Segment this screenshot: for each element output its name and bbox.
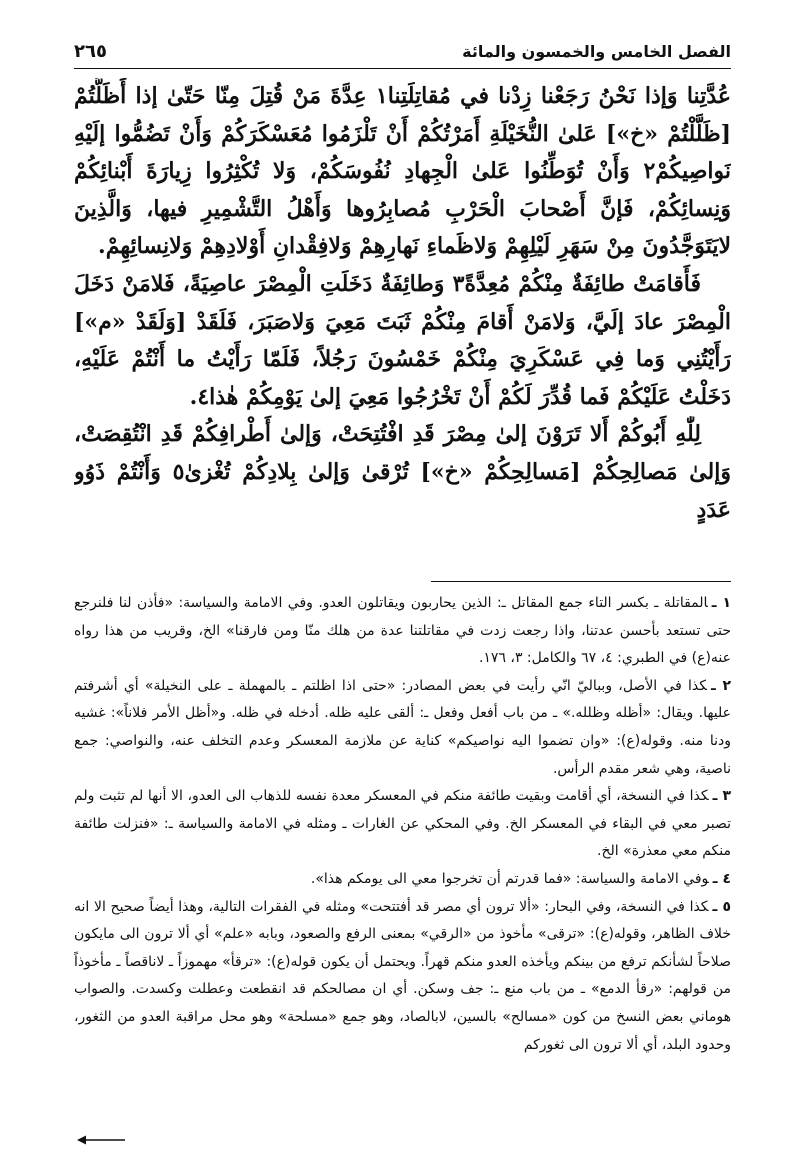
footnote-number: ٤ ـ <box>712 870 731 887</box>
footnotes-section <box>74 590 731 1130</box>
continued-arrow-icon <box>76 1134 126 1146</box>
footnote-text: كذا في الأصل، وبباليّ انّي رأيت في بعض المصادر: «حتى اذا اظلتم ـ بالمهملة ـ على النخيلة» أي أشرفتم عليها. ويقال: «أظله وظلله.» ـ من باب أفعل وفعل ـ: ألقى عليه ظله. أدخله في ظله. و«أظل الأمر فلاناً»: غشيه ودنا منه. وقوله(ع): «وان تضموا اليه نواصيكم» كناية عن ملازمة المعسكر وعدم التخلف عنه، والنواصي: جمع ناصية، وهي شعر مقدم الرأس. <box>74 677 731 777</box>
footnote-number: ٥ ـ <box>712 898 731 915</box>
footnote-text: كذا في النسخة، أي أقامت وبقيت طائفة منكم في المعسكر معدة نفسه للذهاب الى العدو، الا أنها لم تثبت ولم تصبر معي في البقاء في المعسكر الخ. وفي المحكي عن الغارات ـ ومثله في الامامة والسياسة ـ: «فنزلت طائفة منكم معي معذرة» الخ. <box>74 788 731 860</box>
footnote <box>74 866 731 894</box>
footnote-text: المقاتلة ـ بكسر التاء جمع المقاتل ـ: الذين يحاربون ويقاتلون العدو. وفي الامامة والسياسة: «فأذن لنا فلنرجع حتى تستعد بأحسن عدتنا، واذا رجعت زدت في مقاتلتنا عدة من هلك منّا ومن فارقنا» الخ، وقريب من هذا رواه عنه(ع) في الطبري: ٤، ٦٧ والكامل: ٣، ١٧٦. <box>74 595 731 667</box>
main-paragraph: لِلّٰهِ أَبُوكُمْ أَلا تَرَوْنَ إلىٰ مِصْرَ قَدِ افْتُتِحَتْ، وَإلىٰ أَطْرافِكُمْ قَدِ انْتُقِصَتْ، وَإلىٰ مَصالِحِكُمْ [مَسالِحِكُمْ «خ»] تُرْقىٰ وَإلىٰ بِلادِكُمْ تُغْزىٰ٥ وَأَنْتُمْ ذَوُو عَدَدٍ <box>74 421 731 523</box>
footnote <box>74 783 731 866</box>
main-paragraph: عُدَّتِنا وَإذا نَحْنُ رَجَعْنا زِدْنا في مُقاتِلَتِنا١ عِدَّةَ مَنْ قُتِلَ مِنّا حَتّىٰ إذا أَظَلَّتُمْ [ظَلَّلْتُمْ «خ»] عَلىٰ النُّخَيْلَةِ أَمَرْتُكُمْ أَنْ تَلْزَمُوا مُعَسْكَرَكُمْ وَأَنْ تَضُمُّوا إلَيْهِ نَواصِيكُمْ٢ وَأَنْ تُوَطِّنُوا عَلىٰ الْجِهادِ نُفُوسَكُمْ، وَلا تُكْثِرُوا زِيارَةَ أَبْنائِكُمْ وَنِسائِكُمْ، فَإنَّ أَصْحابَ الْحَرْبِ مُصابِرُوها وَأَهْلُ التَّشْمِيرِ فيها، وَالَّذِينَ لايَتَوَجَّدُونَ مِنْ سَهَرِ لَيْلِهِمْ وَلاظَماءِ نَهارِهِمْ وَلافِقْدانِ أَوْلادِهِمْ وَلانِسائِهِمْ. <box>74 83 731 260</box>
footnote-text: كذا في النسخة، وفي البحار: «ألا ترون أي مصر قد أفتتحت» ومثله في الفقرات التالية، وهذا أيضاً صحيح الا انه خلاف الظاهر، وقوله(ع): «ترقى» مأخوذ من «الرقي» بمعنى الرفع والصعود، وبابه «علم» أي ألا ترون الى مايكون صلاحاً لشأنكم ترفع من بينكم ويأخذه العدو منكم قهراً. ويحتمل أن يكون قوله(ع): «ترقأ» مهموزاً ـ لاناقصاً ـ مأخوذاً من قولهم: «رقأ الدمع» ـ من باب منع ـ: جف وسكن. أي ان مصالحكم قد انقطعت وعطلت وكسدت. والصواب هوماني بعض النسخ من كون «مسالح» بالسين، لابالصاد، وهو جمع «مسلحة» وهو محل مراقبة العدو من الثغور، وحدود البلد، أي ألا ترون الى ثغوركم <box>74 898 731 1053</box>
page-header <box>74 34 731 69</box>
main-text-body <box>74 78 731 570</box>
main-paragraph: فَأَقامَتْ طائِفَةٌ مِنْكُمْ مُعِدَّةً٣ وَطائِفَةٌ دَخَلَتِ الْمِصْرَ عاصِيَةً، فَلامَنْ دَخَلَ الْمِصْرَ عادَ إلَيَّ، وَلامَنْ أَقامَ مِنْكُمْ ثَبَتَ مَعِيَ وَلاصَبَرَ، فَلَقَدْ [وَلَقَدْ «م»] رَأَيْتُنِي وَما فِي عَسْكَرِيَ مِنْكُمْ خَمْسُونَ رَجُلاً، فَلَمّا رَأَيْتُ ما أَنْتُمْ عَلَيْهِ، دَخَلْتُ عَلَيْكُمْ فَما قُدِّرَ لَكُمْ أَنْ تَخْرُجُوا مَعِيَ إلىٰ يَوْمِكُمْ هٰذا٤. <box>74 270 731 410</box>
footnote-divider <box>431 581 731 582</box>
footnote <box>74 590 731 673</box>
footnote <box>74 673 731 783</box>
footnote-number: ٣ ـ <box>712 788 731 805</box>
running-title: الفصل الخامس والخمسون والمائة <box>462 41 731 61</box>
page-number: ٢٦٥ <box>74 40 107 62</box>
footnote-number: ٢ ـ <box>711 677 731 694</box>
footnote-number: ١ ـ <box>711 595 731 611</box>
footnote-text: وفي الامامة والسياسة: «فما قدرتم أن تخرجوا معي الى يومكم هذا». <box>310 870 709 887</box>
footnote <box>74 894 731 1060</box>
